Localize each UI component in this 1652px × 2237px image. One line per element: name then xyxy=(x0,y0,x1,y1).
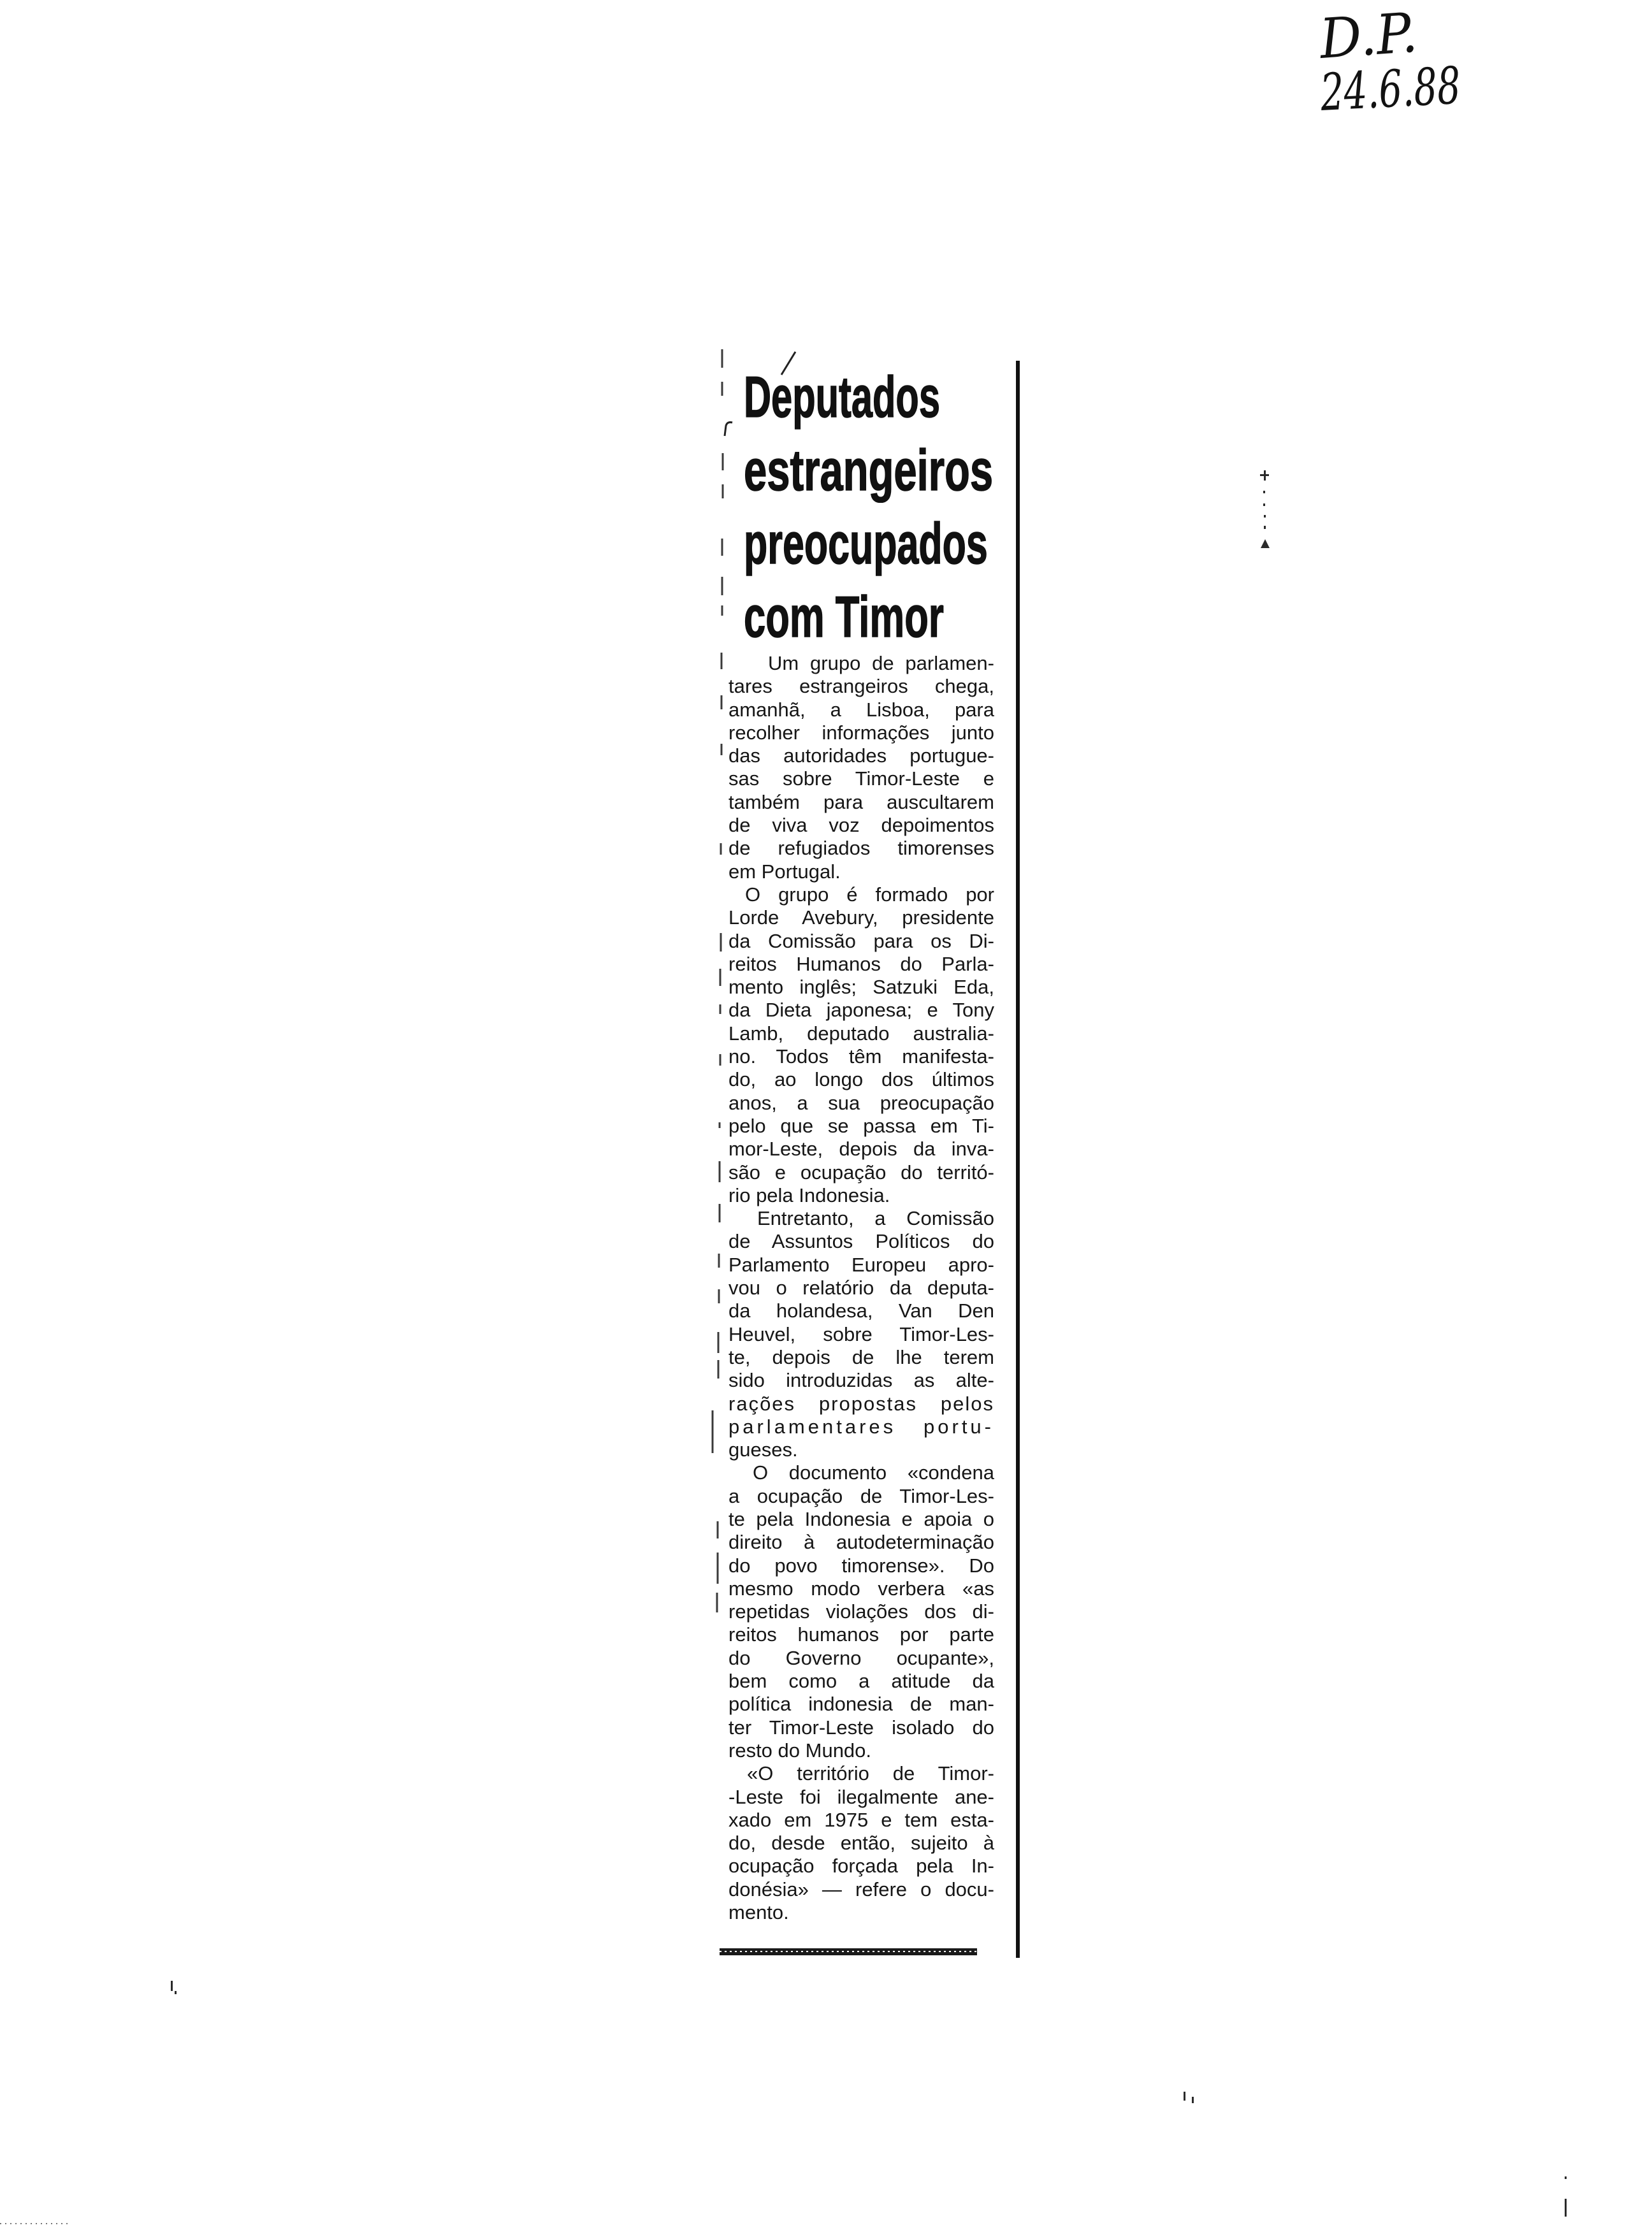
pen-mark xyxy=(725,423,732,436)
text-line: do, ao longo dos últimos xyxy=(728,1068,994,1091)
text-line: da Comissão para os Di- xyxy=(728,929,994,952)
text-line: rio pela Indonesia. xyxy=(728,1184,890,1206)
text-line: -Leste foi ilegalmente ane- xyxy=(728,1785,994,1808)
article-body xyxy=(728,652,994,1924)
text-line: resto do Mundo. xyxy=(728,1739,872,1762)
article-paragraph xyxy=(728,652,994,883)
text-line: ter Timor-Leste isolado do xyxy=(728,1716,994,1739)
scan-speck xyxy=(1184,2092,1185,2101)
clipping-left-edge xyxy=(713,349,723,1612)
scan-speck xyxy=(1565,2176,1567,2179)
article-paragraph xyxy=(728,1461,994,1762)
text-line: mento. xyxy=(728,1901,789,1924)
text-line: «O território de Timor- xyxy=(747,1762,994,1785)
scan-speck xyxy=(171,1981,173,1991)
text-line: donésia» — refere o docu- xyxy=(728,1878,994,1900)
text-line: rações propostas pelos xyxy=(728,1392,994,1415)
text-line: anos, a sua preocupação xyxy=(728,1091,994,1114)
text-line: Lamb, deputado australia- xyxy=(728,1022,994,1045)
text-line: O grupo é formado por xyxy=(745,883,994,906)
scan-speck xyxy=(1263,491,1265,493)
article-paragraph xyxy=(728,883,994,1207)
text-line: tares estrangeiros chega, xyxy=(728,675,994,698)
article-paragraph xyxy=(728,1762,994,1924)
text-line: mor-Leste, depois da inva- xyxy=(728,1138,994,1161)
text-line: no. Todos têm manifesta- xyxy=(728,1045,994,1068)
headline-line: com Timor xyxy=(744,585,944,649)
text-line: da holandesa, Van Den xyxy=(728,1299,994,1322)
scan-speck xyxy=(1264,470,1266,481)
handwritten-source-note: D.P. xyxy=(1317,1,1420,71)
text-line: também para auscultarem xyxy=(728,790,994,813)
text-line: ocupação forçada pela In- xyxy=(728,1855,994,1878)
handwritten-date-note: 24.6.88 xyxy=(1319,55,1462,122)
headline-line: estrangeiros xyxy=(744,438,994,503)
text-line: pelo que se passa em Ti- xyxy=(728,1114,994,1137)
text-line: te pela Indonesia e apoia o xyxy=(728,1507,994,1530)
text-line: das autoridades portugue- xyxy=(728,744,994,767)
text-line: Lorde Avebury, presidente xyxy=(728,906,994,929)
text-line: xado em 1975 e tem esta- xyxy=(728,1808,994,1831)
scan-speck xyxy=(175,1991,177,1994)
text-line: reitos Humanos do Parla- xyxy=(728,952,994,975)
text-line: recolher informações junto xyxy=(728,721,994,744)
text-line: Entretanto, a Comissão xyxy=(757,1207,994,1230)
scan-speck xyxy=(1264,515,1266,518)
text-line: parlamentares portu- xyxy=(728,1415,994,1438)
text-line: política indonesia de man- xyxy=(728,1693,994,1716)
text-line: O documento «condena xyxy=(753,1461,994,1484)
text-line: vou o relatório da deputa- xyxy=(728,1277,994,1299)
text-line: reitos humanos por parte xyxy=(728,1623,994,1646)
text-line: bem como a atitude da xyxy=(728,1670,994,1693)
scan-speck xyxy=(1263,503,1265,506)
scan-speck xyxy=(1264,526,1266,529)
headline-line: Deputados xyxy=(744,365,940,430)
headline xyxy=(744,361,1108,654)
text-line: repetidas violações dos di- xyxy=(728,1600,994,1623)
text-line: mesmo modo verbera «as xyxy=(728,1577,994,1600)
text-line: do povo timorense». Do xyxy=(728,1554,994,1577)
text-line: a ocupação de Timor-Les- xyxy=(728,1484,994,1507)
text-line: de viva voz depoimentos xyxy=(728,814,994,837)
text-line: Parlamento Europeu apro- xyxy=(728,1253,994,1276)
text-line: do, desde então, sujeito à xyxy=(728,1832,994,1855)
text-line: mento inglês; Satzuki Eda, xyxy=(728,976,994,999)
text-line: de refugiados timorenses xyxy=(728,837,994,860)
article-paragraph xyxy=(728,1207,994,1461)
scan-speck xyxy=(1192,2097,1194,2103)
text-line: do Governo ocupante», xyxy=(728,1646,994,1669)
text-line: te, depois de lhe terem xyxy=(728,1345,994,1368)
text-line: Heuvel, sobre Timor-Les- xyxy=(728,1322,994,1345)
text-line: sas sobre Timor-Leste e xyxy=(728,767,994,790)
text-line: Um grupo de parlamen- xyxy=(768,652,994,674)
text-line: em Portugal. xyxy=(728,860,841,883)
scan-speck xyxy=(1565,2199,1567,2217)
text-line: amanhã, a Lisboa, para xyxy=(728,698,994,721)
text-line: gueses. xyxy=(728,1438,798,1461)
scan-speck xyxy=(1261,539,1270,548)
text-line: de Assuntos Políticos do xyxy=(728,1230,994,1253)
text-line: da Dieta japonesa; e Tony xyxy=(728,999,994,1022)
text-line: direito à autodeterminação xyxy=(728,1531,994,1554)
headline-line: preocupados xyxy=(744,512,988,576)
text-line: são e ocupação do territó- xyxy=(728,1161,994,1184)
text-line: sido introduzidas as alte- xyxy=(728,1369,994,1392)
